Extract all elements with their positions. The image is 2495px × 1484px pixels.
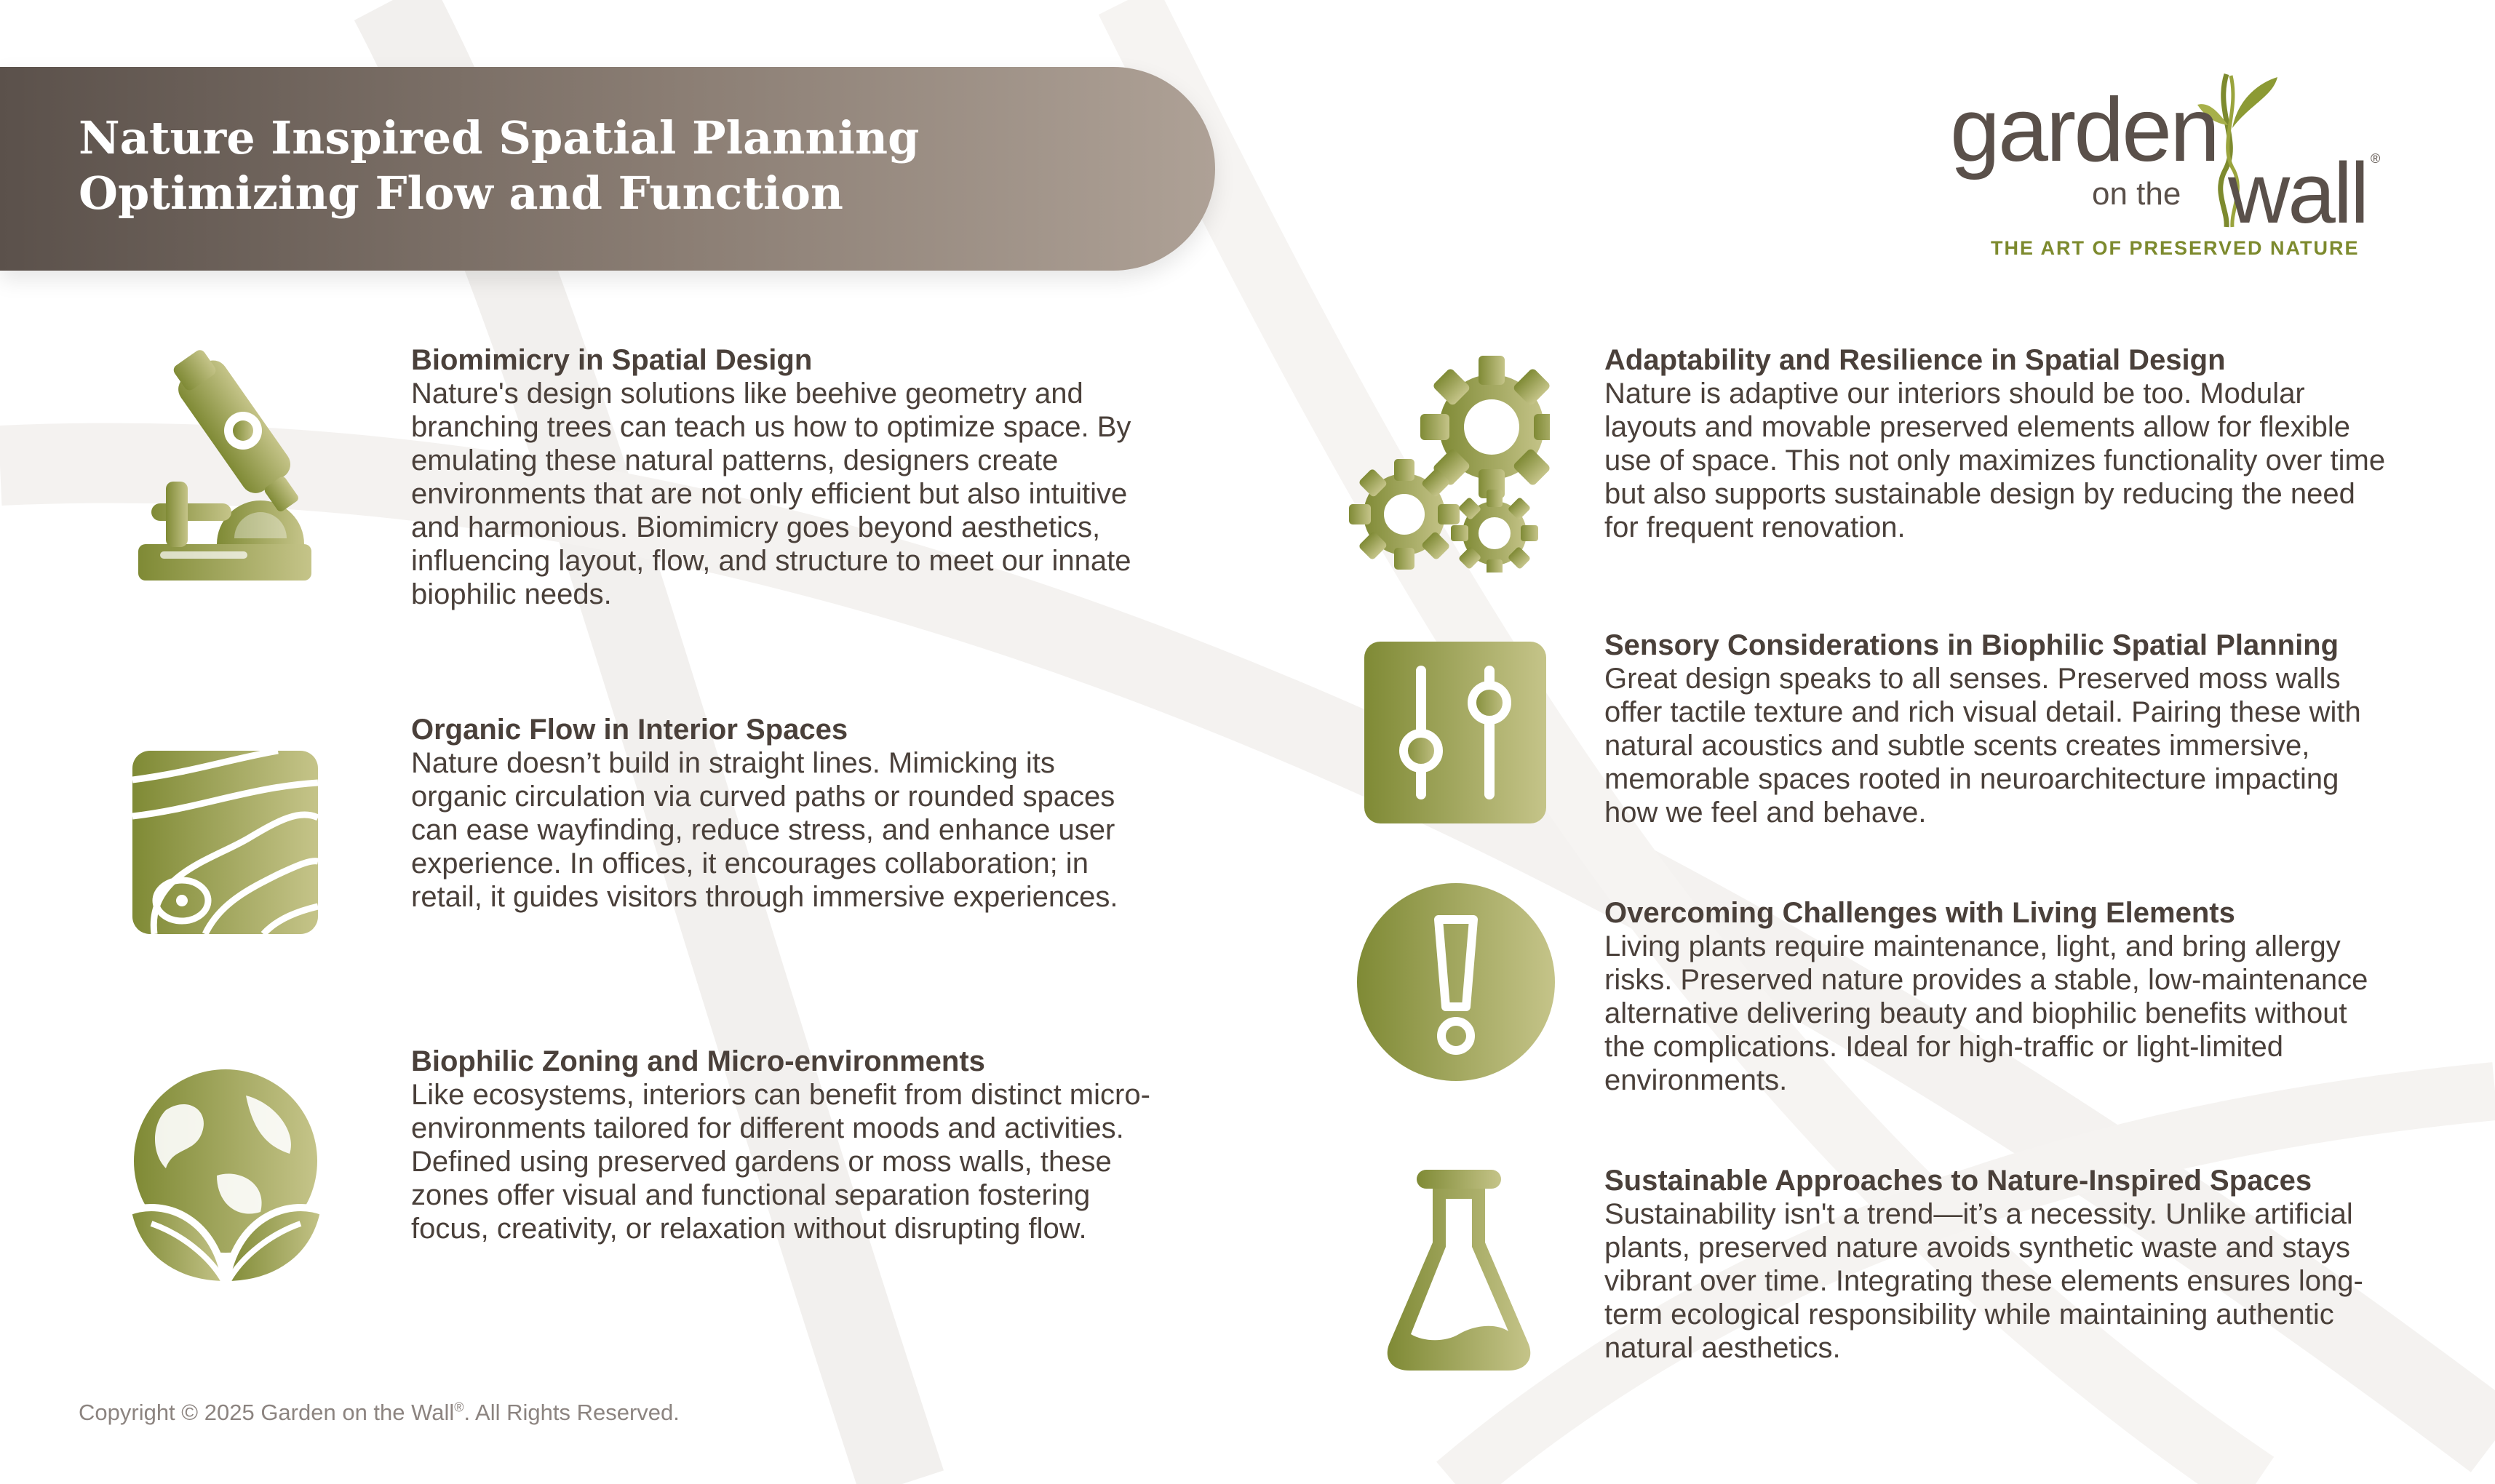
section-body: Nature's design solutions like beehive geometry and branching trees can teach us how to optimize space. By emulating these natural patterns, designers create environments that are not only efficient but also intuitive and harmonious. Biomimicry goes beyond aesthetics, influencing layout, flow, and structure to meet our innate biophilic needs. <box>411 378 1131 610</box>
section-body: Sustainability isn't a trend—it’s a necessity. Unlike artificial plants, preserved nature avoids synthetic waste and stays vibrant over time. Integrating these elements ensures long-term ecological responsibility while maintaining authentic natural aesthetics. <box>1604 1198 2363 1364</box>
logo-word-on-the: on the <box>2092 176 2181 212</box>
copyright-suffix: . All Rights Reserved. <box>463 1400 680 1425</box>
microscope-icon <box>131 343 320 583</box>
copyright-text <box>79 1400 680 1426</box>
section-title: Sensory Considerations in Biophilic Spatial Planning <box>1604 629 2339 661</box>
gears-icon <box>1346 354 1550 573</box>
section-title: Organic Flow in Interior Spaces <box>411 714 848 746</box>
logo-word-garden: garden <box>1950 80 2219 180</box>
brand-logo <box>1943 60 2379 271</box>
section-title: Biomimicry in Spatial Design <box>411 344 813 376</box>
globe-leaves-icon <box>122 1066 330 1285</box>
copyright-prefix: Copyright © 2025 Garden on the Wall <box>79 1400 455 1425</box>
section-body: Nature is adaptive our interiors should be too. Modular layouts and movable preserved elements allow for flexible use of space. This not only maximizes functionality over time but also supports sustainable design by reducing the need for frequent renovation. <box>1604 378 2386 543</box>
section-body: Great design speaks to all senses. Preserved moss walls offer tactile texture and rich visual detail. Pairing these with natural acoustics and subtle scents creates immersive, memorable spaces rooted in neuroarchitecture impacting how we feel and behave. <box>1604 663 2361 829</box>
topography-icon <box>132 751 318 934</box>
copyright-registered: ® <box>454 1400 464 1415</box>
section-title: Biophilic Zoning and Micro-environments <box>411 1045 985 1077</box>
exclamation-icon <box>1357 883 1555 1081</box>
section-title: Sustainable Approaches to Nature-Inspired Spaces <box>1604 1165 2312 1197</box>
logo-tagline: THE ART OF PRESERVED NATURE <box>1991 237 2360 259</box>
sliders-icon <box>1364 642 1546 823</box>
section-body: Like ecosystems, interiors can benefit from distinct micro-environments tailored for different moods and activities. Defined using preserved gardens or moss walls, these zones offer visual and functional separation fostering focus, creativity, or relaxation without disrupting flow. <box>411 1079 1150 1245</box>
section-body: Living plants require maintenance, light, and bring allergy risks. Preserved nature provides a stable, low-maintenance alternative delivering beauty and biophilic benefits without the complications. Ideal for high-traffic or light-limited environments. <box>1604 930 2368 1096</box>
section-title: Overcoming Challenges with Living Elements <box>1604 897 2235 929</box>
page-title: Nature Inspired Spatial Planning Optimizing Flow and Function <box>79 111 920 220</box>
section-body: Nature doesn’t build in straight lines. Mimicking its organic circulation via curved paths or rounded spaces can ease wayfinding, reduce stress, and enhance user experience. In offices, it encourages collaboration; in retail, it guides visitors through immersive experiences. <box>411 747 1118 913</box>
logo-word-wall: wall <box>2228 145 2368 242</box>
flask-icon <box>1386 1170 1532 1371</box>
logo-registered-mark: ® <box>2371 151 2381 166</box>
header-banner <box>0 67 1215 271</box>
section-title: Adaptability and Resilience in Spatial Design <box>1604 344 2226 376</box>
